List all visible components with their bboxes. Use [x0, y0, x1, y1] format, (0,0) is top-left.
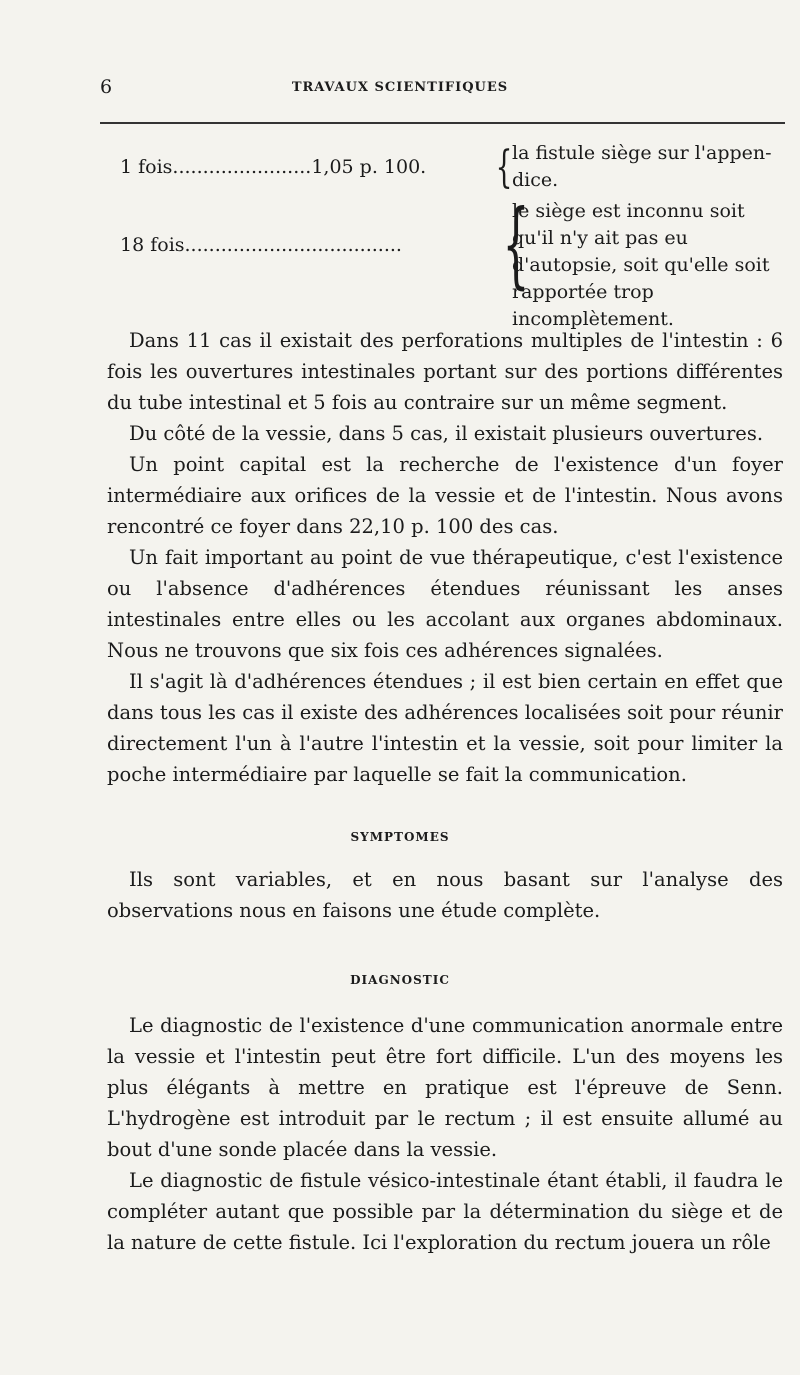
tally-row	[100, 140, 790, 196]
paragraph: Du côté de la vessie, dans 5 cas, il existait plusieurs ouvertures.	[129, 422, 764, 445]
brace: {	[502, 190, 530, 299]
section-heading-diagnostic: DIAGNOSTIC	[350, 973, 450, 987]
page-header	[0, 76, 800, 106]
tally-note: la fistule siège sur l'appen- dice.	[512, 142, 772, 191]
body-section-anatomy	[107, 325, 783, 790]
paragraph: Ils sont variables, et en nous basant sur l'analyse des observations nous en faisons une étude complète.	[107, 868, 783, 922]
paragraph: Un point capital est la recherche de l'existence d'un foyer intermédiaire aux orifices de la vessie et de l'intestin. Nous avons rencontré ce foyer dans 22,10 p. 100 des cas.	[107, 453, 783, 538]
body-section-diagnostic	[107, 1010, 783, 1258]
body-section-symptomes	[107, 864, 783, 926]
paragraph: Un fait important au point de vue thérapeutique, c'est l'existence ou l'absence d'adhérences étendues réunissant les anses intestinales entre elles ou les accolant aux organes abdominaux. Nous ne trouvons que six fois ces adhérences signalées.	[107, 546, 783, 662]
section-heading-symptomes: SYMPTOMES	[350, 830, 450, 844]
paragraph: Le diagnostic de fistule vésico-intestinale étant établi, il faudra le compléter autant que possible par la détermination du siège et de la nature de cette fistule. Ici l'exploration du rectum jouera un rôle	[107, 1169, 783, 1254]
paragraph: Le diagnostic de l'existence d'une communication anormale entre la vessie et l'intestin peut être fort difficile. L'un des moyens les plus élégants à mettre en pratique est l'épreuve de Senn. L'hydrogène est introduit par le rectum ; il est ensuite allumé au bout d'une sonde placée dans la vessie.	[107, 1014, 783, 1161]
tally-row	[100, 190, 790, 330]
paragraph: Dans 11 cas il existait des perforations multiples de l'intestin : 6 fois les ouvertures intestinales portant sur des portions différentes du tube intestinal et 5 fois au contraire sur un même segment.	[107, 329, 783, 414]
tally-count: 1 fois.......................1,05 p. 100.	[120, 156, 427, 178]
brace: {	[495, 142, 513, 193]
header-rule	[100, 122, 785, 124]
tally-count: 18 fois....................................	[120, 234, 402, 256]
page-number: 6	[100, 76, 113, 98]
paragraph: Il s'agit là d'adhérences étendues ; il est bien certain en effet que dans tous les cas il existe des adhérences localisées soit pour réunir directement l'un à l'autre l'intestin et la vessie, soit pour limiter la poche intermédiaire par laquelle se fait la communication.	[107, 670, 783, 786]
running-title: TRAVAUX SCIENTIFIQUES	[291, 80, 509, 95]
tally-note: le siège est inconnu soit qu'il n'y ait pas eu d'autopsie, soit qu'elle soit rapportée trop incomplètement.	[512, 200, 770, 330]
